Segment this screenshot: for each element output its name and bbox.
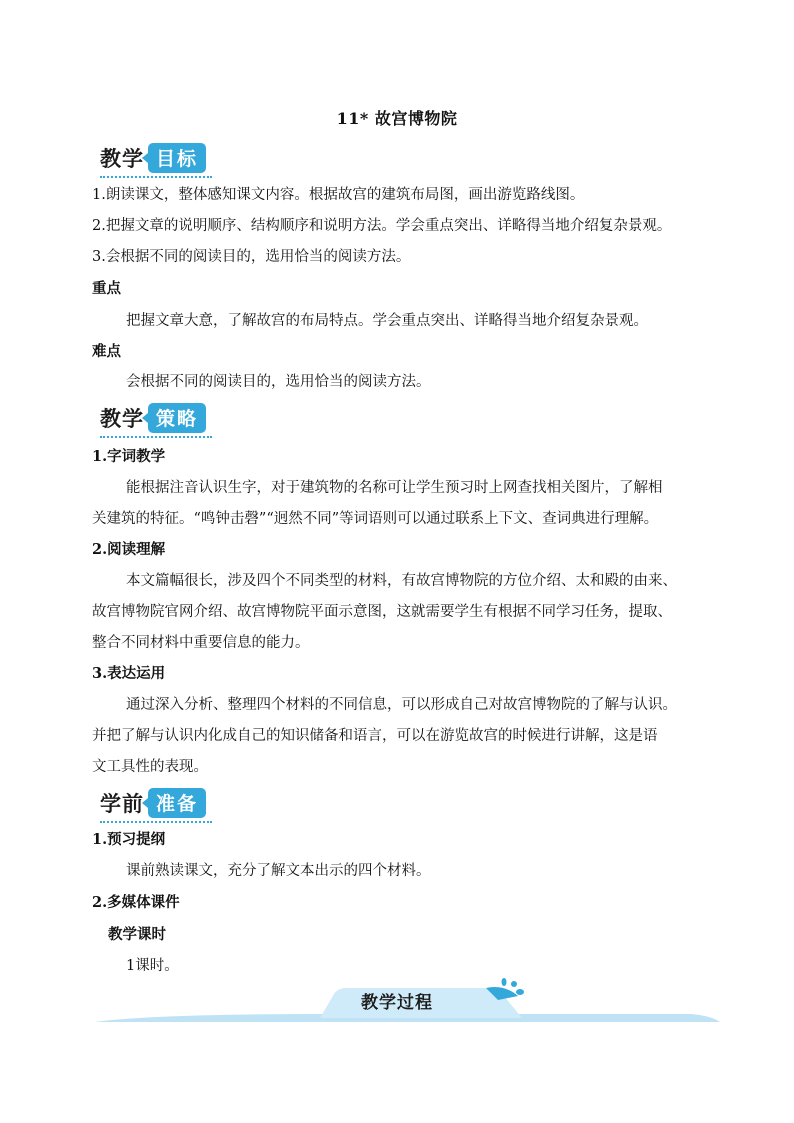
section-badge-strategy	[100, 402, 206, 434]
goal-item: 3.会根据不同的阅读目的，选用恰当的阅读方法。	[92, 249, 411, 265]
difficulty-heading: 难点	[92, 343, 121, 360]
reading-line: 本文篇幅很长，涉及四个不同类型的材料，有故宫博物院的方位介绍、太和殿的由来、	[126, 573, 677, 589]
badge-underline	[100, 436, 212, 438]
reading-line: 故宫博物院官网介绍、故宫博物院平面示意图，这就需要学生有根据不同学习任务，提取、	[92, 604, 672, 620]
outline-text: 课前熟读课文，充分了解文本出示的四个材料。	[126, 863, 431, 879]
expression-line: 文工具性的表现。	[92, 759, 208, 775]
splash-drop-icon	[516, 989, 524, 995]
splash-drop-icon	[511, 981, 517, 987]
media-heading: 2.多媒体课件	[92, 894, 180, 911]
badge-dark-text: 教学	[100, 147, 144, 171]
expression-line: 通过深入分析、整理四个材料的不同信息，可以形成自己对故宫博物院的了解与认识。	[126, 697, 677, 713]
badge-blue-text: 准备	[148, 788, 206, 818]
vocab-line: 能根据注音认识生字，对于建筑物的名称可让学生预习时上网查找相关图片，了解相	[126, 480, 663, 496]
expression-heading: 3.表达运用	[92, 665, 166, 682]
splash-drop-icon	[502, 978, 507, 986]
expression-line: 并把了解与认识内化成自己的知识储备和语言，可以在游览故宫的时候进行讲解，这是语	[92, 728, 658, 744]
badge-dark-text: 学前	[100, 792, 144, 816]
process-banner-title: 教学过程	[361, 993, 433, 1013]
goal-item: 2.把握文章的说明顺序、结构顺序和说明方法。学会重点突出、详略得当地介绍复杂景观。	[92, 218, 672, 234]
hours-heading: 教学课时	[108, 926, 166, 943]
section-badge-prep	[100, 787, 206, 819]
reading-heading: 2.阅读理解	[92, 541, 166, 558]
hours-text: 1课时。	[126, 958, 179, 974]
section-badge-goals	[100, 142, 206, 174]
key-point-heading: 重点	[92, 280, 121, 297]
key-point-text: 把握文章大意，了解故宫的布局特点。学会重点突出、详略得当地介绍复杂景观。	[126, 313, 648, 329]
reading-line: 整合不同材料中重要信息的能力。	[92, 635, 310, 651]
badge-blue-text: 目标	[148, 143, 206, 173]
badge-underline	[100, 821, 212, 823]
vocab-line: 关建筑的特征。“鸣钟击磬”“迥然不同”等词语则可以通过联系上下文、查词典进行理解。	[92, 511, 659, 527]
badge-underline	[100, 176, 212, 178]
outline-heading: 1.预习提纲	[92, 831, 166, 848]
goal-item: 1.朗读课文，整体感知课文内容。根据故宫的建筑布局图，画出游览路线图。	[92, 187, 585, 203]
page-title: 11* 故宫博物院	[336, 109, 458, 128]
badge-blue-text: 策略	[148, 403, 206, 433]
badge-dark-text: 教学	[100, 407, 144, 431]
difficulty-text: 会根据不同的阅读目的，选用恰当的阅读方法。	[126, 374, 431, 390]
vocab-heading: 1.字词教学	[92, 448, 166, 465]
